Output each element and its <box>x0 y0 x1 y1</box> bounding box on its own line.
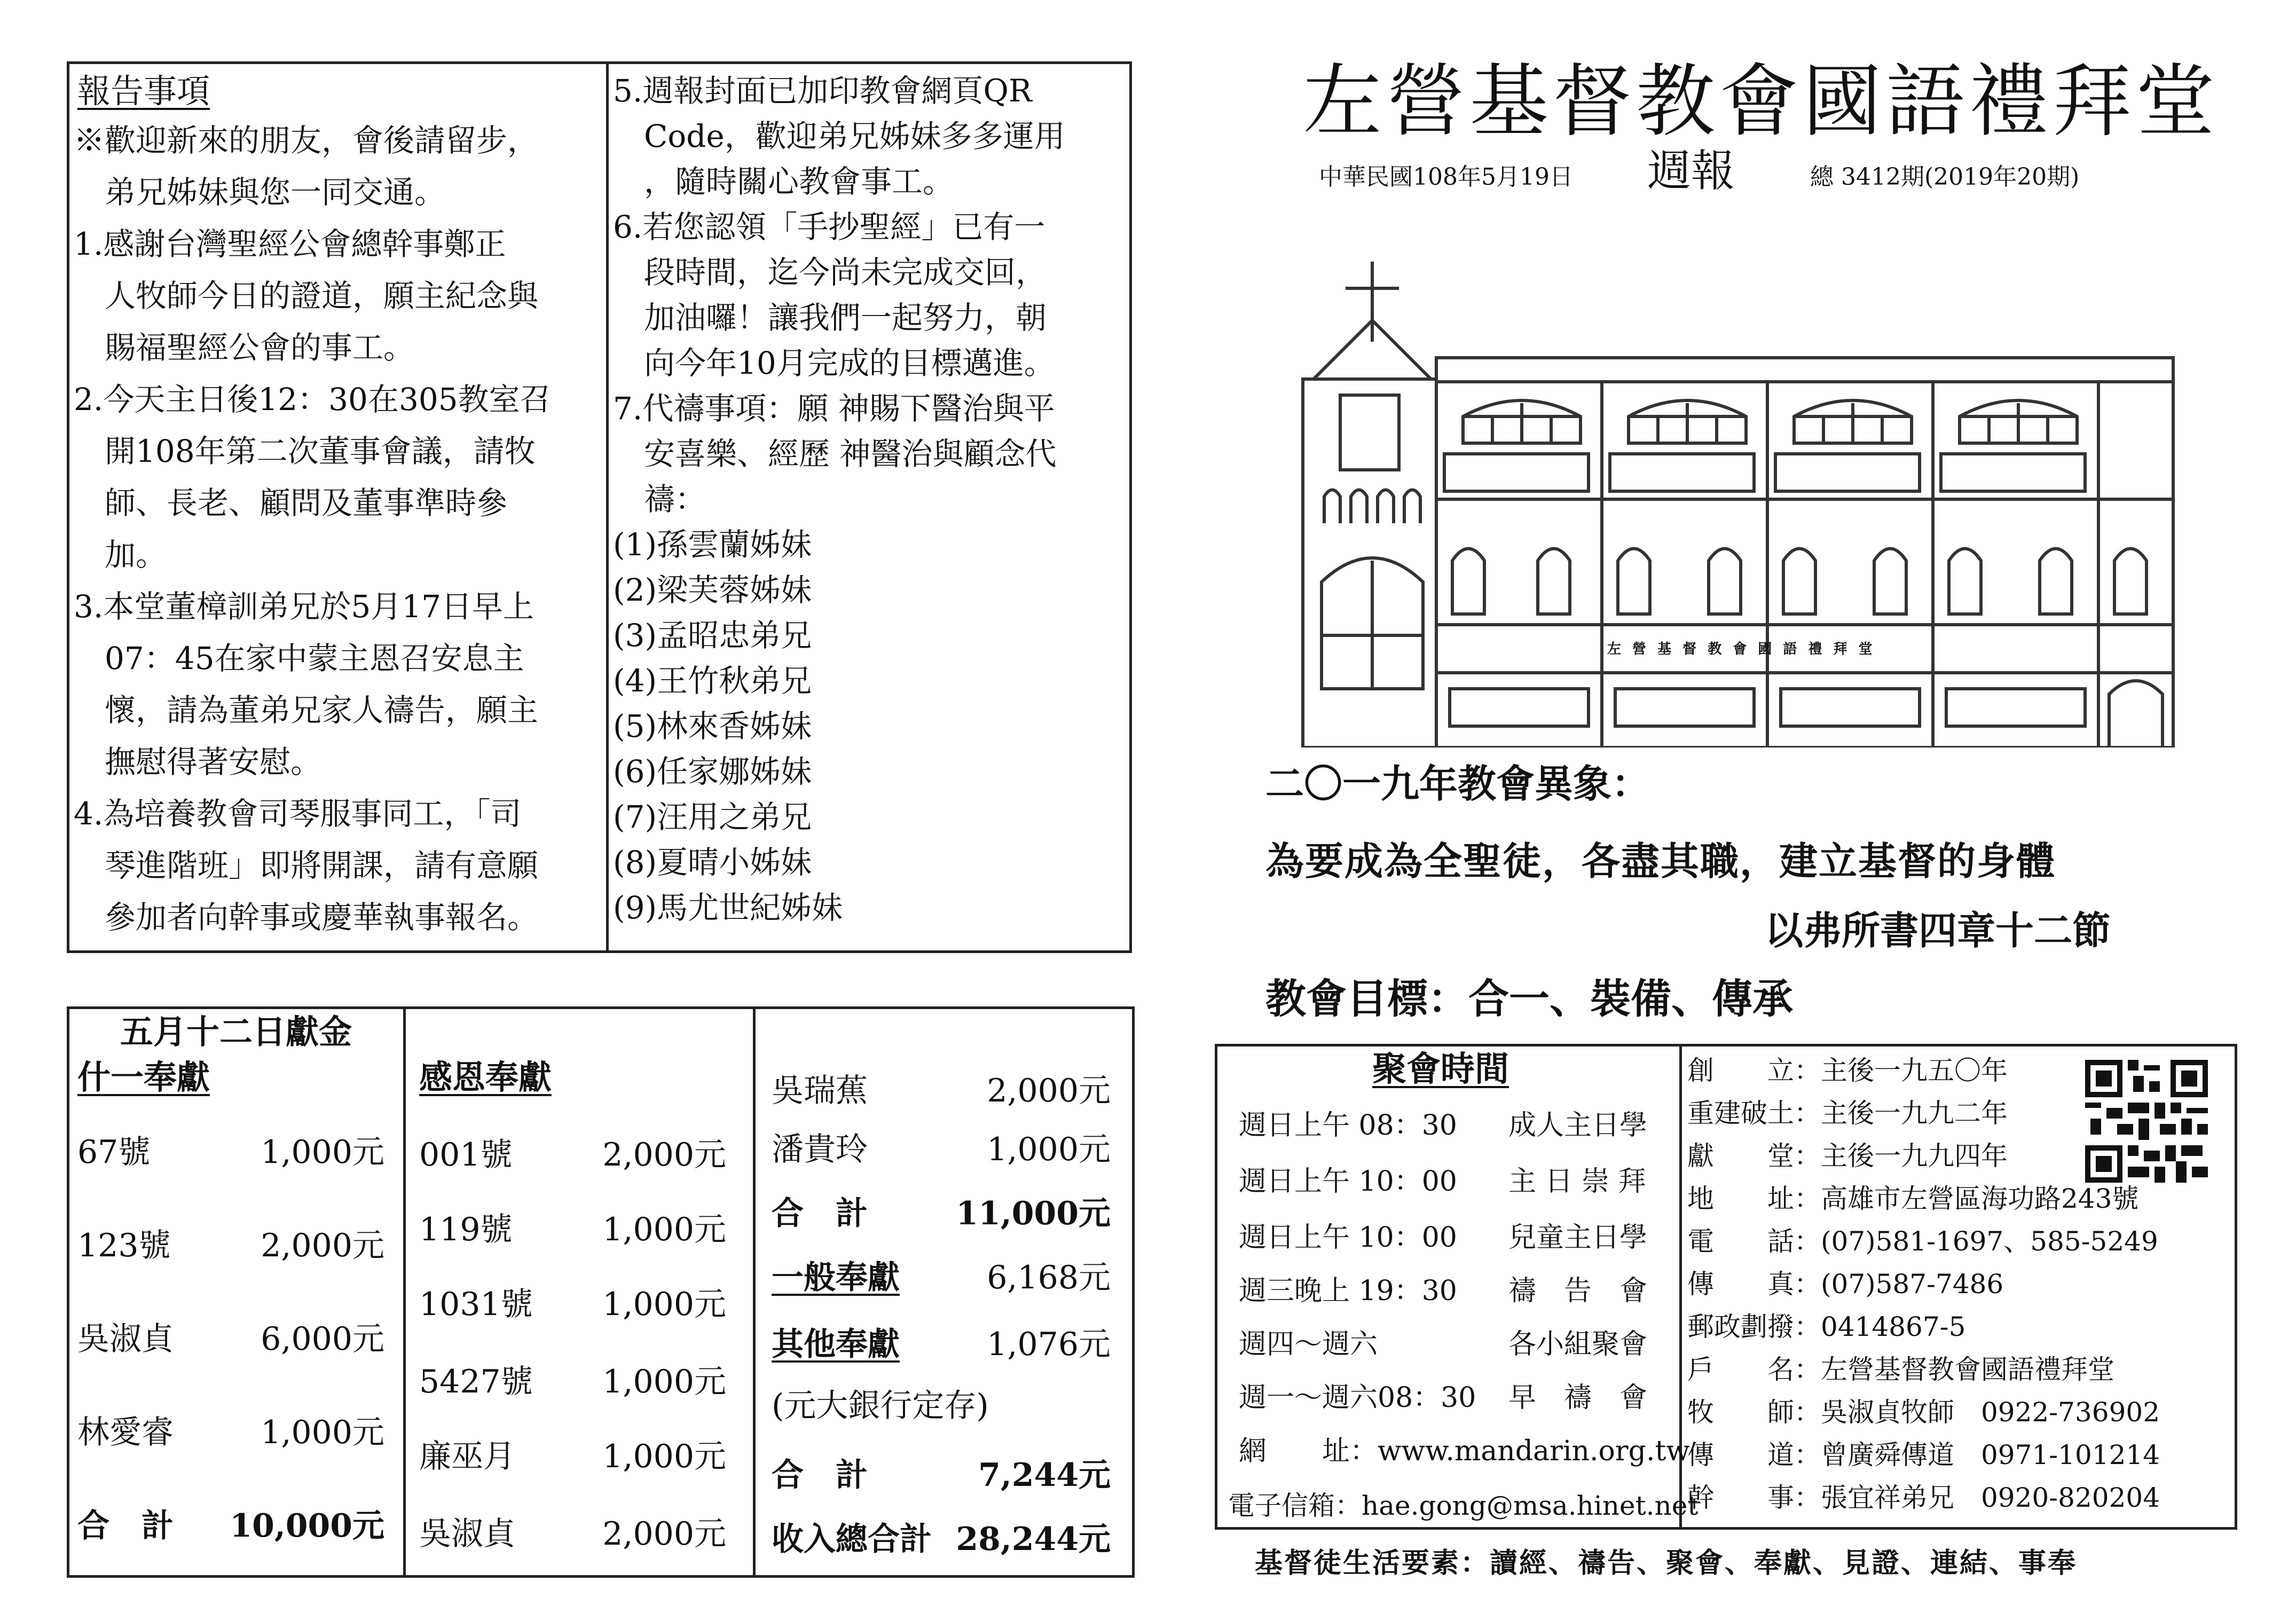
meeting-name: 各小組聚會 <box>1508 1328 1648 1360</box>
offering-amount: 1,000元 <box>987 1131 1111 1168</box>
text-line: 參加者向幹事或慶華執事報名。 <box>74 899 539 935</box>
thanks-name: 001號 <box>419 1136 513 1174</box>
subtotal-label: 合 計 <box>772 1195 868 1232</box>
text-line: (4)王竹秋弟兄 <box>613 663 812 699</box>
text-line: 重建破土：主後一九九二年 <box>1687 1098 2008 1129</box>
vision-reference: 以弗所書四章十二節 <box>1765 908 2111 953</box>
thanks-name: 吳淑貞 <box>419 1515 515 1553</box>
text-line: Code，歡迎弟兄姊妹多多運用 <box>613 118 1065 154</box>
thanks-name: 5427號 <box>419 1363 533 1400</box>
text-line: 安喜樂、經歷 神醫治與顧念代 <box>613 436 1057 472</box>
text-line: 師、長老、顧問及董事準時參 <box>74 485 508 521</box>
tithe-name: 林愛睿 <box>77 1414 174 1451</box>
text-line: 傳 真：(07)587-7486 <box>1687 1269 2004 1300</box>
text-line: 6.若您認領「手抄聖經」已有一 <box>613 209 1045 245</box>
other-offering: 1,076元 <box>987 1326 1111 1363</box>
text-line: (3)孟昭忠弟兄 <box>613 617 812 654</box>
text-line: 創 立：主後一九五〇年 <box>1687 1055 2008 1086</box>
meeting-name: 早 禱 會 <box>1508 1382 1648 1414</box>
other-offering-label: 其他奉獻 <box>772 1326 900 1363</box>
offering-name: 潘貴玲 <box>772 1131 868 1168</box>
grand-total-label: 收入總合計 <box>772 1521 932 1558</box>
other-total: 7,244元 <box>978 1457 1111 1494</box>
thanks-amount: 1,000元 <box>602 1363 726 1400</box>
text-line: 4.為培養教會司琴服事同工，「司 <box>74 796 522 832</box>
text-line: ※歡迎新來的朋友，會後請留步， <box>74 122 539 159</box>
thanks-amount: 2,000元 <box>602 1136 726 1174</box>
text-line: 5.週報封面已加印教會網頁QR <box>613 73 1032 109</box>
text-line: 獻 堂：主後一九九四年 <box>1687 1140 2008 1171</box>
text-line: 賜福聖經公會的事工。 <box>74 329 415 366</box>
christian-life-essentials: 基督徒生活要素：讀經、禱告、聚會、奉獻、見證、連結、事奉 <box>1255 1547 2078 1579</box>
text-line: 加油囉！讓我們一起努力，朝 <box>613 300 1047 336</box>
website[interactable]: 網 址：www.mandarin.org.tw <box>1239 1435 1690 1467</box>
text-line: (5)林來香姊妹 <box>613 708 812 744</box>
announcements-heading: 報告事項 <box>77 72 210 111</box>
announcements-column-2 <box>613 68 1131 931</box>
offering-amount: 2,000元 <box>987 1072 1111 1109</box>
meeting-time: 週一～週六08：30 <box>1239 1382 1476 1414</box>
meeting-name: 主 日 崇 拜 <box>1508 1166 1646 1198</box>
tithe-amount: 1,000元 <box>261 1134 384 1171</box>
bulletin-label: 週報 <box>1647 146 1735 196</box>
thanks-name: 119號 <box>419 1211 513 1248</box>
text-line: 撫慰得著安慰。 <box>74 744 322 780</box>
meeting-time: 週三晚上 19：30 <box>1239 1275 1457 1307</box>
tithe-name: 123號 <box>77 1227 171 1264</box>
tithe-amount: 1,000元 <box>261 1414 384 1451</box>
thanks-name: 廉巫月 <box>419 1438 515 1475</box>
general-offering: 6,168元 <box>987 1259 1111 1296</box>
tithe-amount: 6,000元 <box>261 1320 384 1358</box>
thanks-heading: 感恩奉獻 <box>419 1058 552 1097</box>
text-line: 1.感謝台灣聖經公會總幹事鄭正 <box>74 226 506 262</box>
qr-code-icon[interactable] <box>2085 1060 2208 1183</box>
church-goal: 教會目標：合一、裝備、傳承 <box>1265 975 1793 1022</box>
text-line: 戶 名：左營基督教會國語禮拜堂 <box>1687 1354 2114 1385</box>
text-line: 幹 事：張宜祥弟兄 0920-820204 <box>1687 1482 2160 1513</box>
text-line: (2)梁芙蓉姊妹 <box>613 572 812 608</box>
meeting-time: 週日上午 10：00 <box>1239 1166 1457 1198</box>
building-sign: 左 營 基 督 教 會 國 語 禮 拜 堂 <box>1607 641 1876 657</box>
email[interactable]: 電子信箱：hae.gong@msa.hinet.net <box>1228 1490 1699 1521</box>
text-line: 琴進階班」即將開課，請有意願 <box>74 847 539 884</box>
text-line: 禱： <box>613 481 706 517</box>
text-line: (7)汪用之弟兄 <box>613 799 812 835</box>
text-line: (6)任家娜姊妹 <box>613 753 812 790</box>
tithe-name: 67號 <box>77 1134 151 1171</box>
text-line: 2.今天主日後12：30在305教室召 <box>74 381 551 418</box>
grand-total: 28,244元 <box>956 1521 1111 1558</box>
text-line: 07：45在家中蒙主恩召安息主 <box>74 640 524 676</box>
thanks-amount: 1,000元 <box>602 1438 726 1475</box>
text-line: 牧 師：吳淑貞牧師 0922-736902 <box>1687 1397 2160 1428</box>
offering-divider-2 <box>753 1006 756 1578</box>
vision-heading: 二〇一九年教會異象： <box>1265 761 1650 806</box>
announcements-column-1 <box>74 115 602 943</box>
text-line: ，隨時關心教會事工。 <box>613 163 954 200</box>
text-line: 3.本堂董樟訓弟兄於5月17日早上 <box>74 588 534 625</box>
tithe-total-label: 合 計 <box>77 1507 174 1545</box>
text-line: 向今年10月完成的目標邁進。 <box>613 345 1055 381</box>
bank-note: (元大銀行定存) <box>772 1387 989 1425</box>
text-line: 加。 <box>74 537 167 573</box>
text-line: 弟兄姊妹與您一同交通。 <box>74 174 446 210</box>
thanks-amount: 1,000元 <box>602 1286 726 1323</box>
meeting-name: 禱 告 會 <box>1508 1275 1648 1307</box>
thanks-amount: 1,000元 <box>602 1211 726 1248</box>
text-line: 電 話：(07)581-1697、585-5249 <box>1687 1226 2158 1257</box>
tithe-name: 吳淑貞 <box>77 1320 174 1358</box>
thanks-amount: 2,000元 <box>602 1515 726 1553</box>
tithe-heading: 什一奉獻 <box>77 1058 210 1097</box>
text-line: (8)夏晴小姊妹 <box>613 844 812 880</box>
offering-name: 吳瑞蕉 <box>772 1072 868 1109</box>
text-line: (9)馬尤世紀姊妹 <box>613 890 843 926</box>
church-name: 左營基督教會國語禮拜堂 <box>1303 56 2219 147</box>
announcements-divider <box>606 61 609 953</box>
meeting-name: 成人主日學 <box>1508 1109 1648 1142</box>
church-building-drawing <box>1292 251 2179 747</box>
text-line: 7.代禱事項：願 神賜下醫治與平 <box>613 390 1055 427</box>
other-total-label: 合 計 <box>772 1457 868 1494</box>
offering-title: 五月十二日獻金 <box>120 1012 352 1051</box>
meeting-time: 週日上午 08：30 <box>1239 1109 1457 1142</box>
text-line: 傳 道：曾廣舜傳道 0971-101214 <box>1687 1439 2160 1470</box>
meeting-name: 兒童主日學 <box>1508 1222 1648 1254</box>
general-offering-label: 一般奉獻 <box>772 1259 900 1296</box>
vision-line: 為要成為全聖徒，各盡其職，建立基督的身體 <box>1265 838 2056 884</box>
meeting-time: 週日上午 10：00 <box>1239 1222 1457 1254</box>
bulletin-issue: 總 3412期(2019年20期) <box>1810 163 2080 191</box>
meeting-time: 週四～週六 <box>1239 1328 1378 1360</box>
thanks-name: 1031號 <box>419 1286 533 1323</box>
offering-divider-1 <box>403 1006 406 1578</box>
meetings-heading: 聚會時間 <box>1372 1049 1509 1089</box>
tithe-amount: 2,000元 <box>261 1227 384 1264</box>
tithe-total: 10,000元 <box>230 1507 384 1545</box>
text-line: 段時間，迄今尚未完成交回， <box>613 254 1047 290</box>
text-line: 郵政劃撥：0414867-5 <box>1687 1311 1966 1342</box>
text-line: 開108年第二次董事會議，請牧 <box>74 433 536 469</box>
text-line: (1)孫雲蘭姊妹 <box>613 526 812 563</box>
bulletin-date: 中華民國108年5月19日 <box>1319 163 1573 191</box>
text-line: 地 址：高雄市左營區海功路243號 <box>1687 1183 2139 1214</box>
text-line: 懷，請為董弟兄家人禱告，願主 <box>74 692 539 728</box>
text-line: 人牧師今日的證道，願主紀念與 <box>74 278 539 314</box>
subtotal: 11,000元 <box>956 1195 1111 1232</box>
